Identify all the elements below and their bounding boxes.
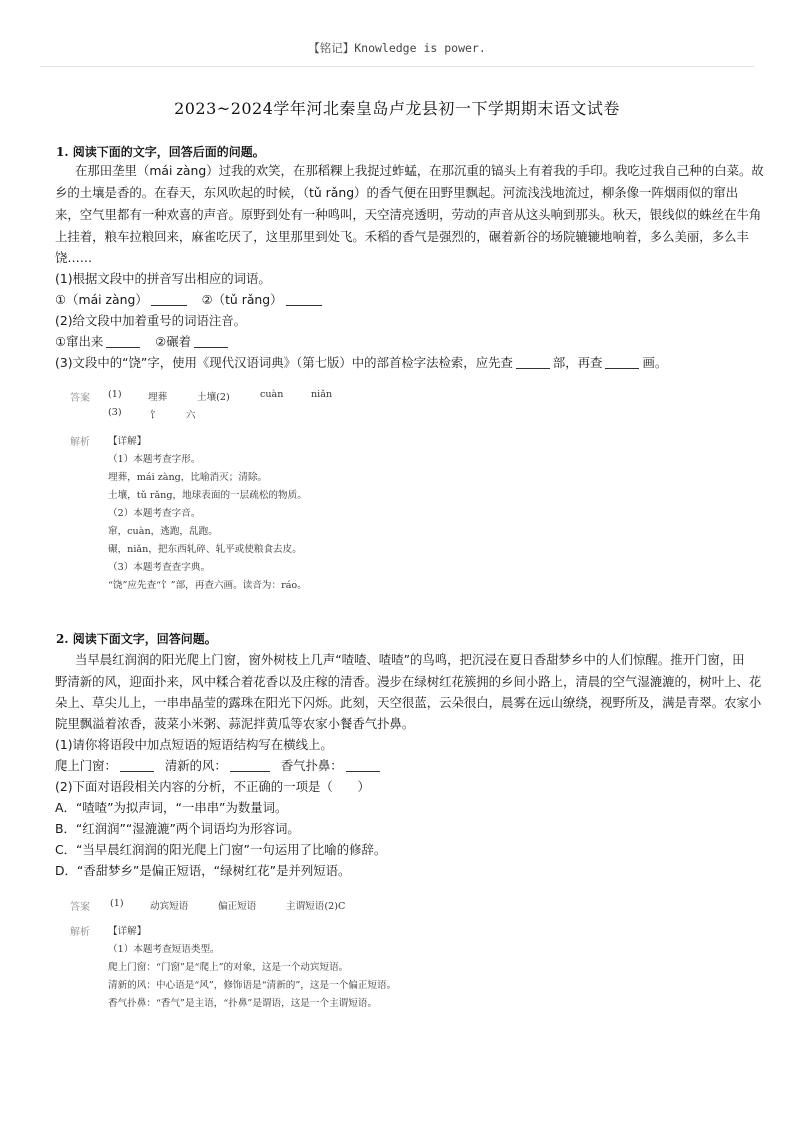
q2-option-b[interactable]: B．“红润润”“湿漉漉”两个词语均为形容词。 <box>55 821 300 836</box>
q1-analysis-line: 【详解】 <box>108 436 147 447</box>
q1-answer-cell: 六 <box>186 410 196 421</box>
q1-analysis-line: 埋葬，mái zàng，比喻消灭；清除。 <box>108 472 268 483</box>
answer-blank[interactable] <box>120 758 154 772</box>
q2-analysis-line: （1）本题考查短语类型。 <box>108 944 220 955</box>
answer-blank[interactable] <box>151 292 187 306</box>
q1-para-line-2: 乡的土壤是香的。在春天，东风吹起的时候，（tǔ rǎng）的香气便在田野里飘起。河流浅浅地流过，柳条像一阵烟雨似的窜出 <box>55 185 739 200</box>
q1-answer-cell: 土壤(2) <box>197 392 230 403</box>
q1-sub2: (2)给文段中加着重号的词语注音。 <box>55 313 247 328</box>
q2-option-c[interactable]: C．“当早晨红润润的阳光爬上门窗”一句运用了比喻的修辞。 <box>55 842 387 857</box>
header-divider <box>40 66 754 67</box>
answer-blank[interactable] <box>346 758 380 772</box>
q2-para-line-1: 当早晨红润润的阳光爬上门窗，窗外树枝上几声“喳喳、喳喳”的鸟鸣，把沉浸在夏日香甜梦乡中的人们惊醒。推开门窗，田 <box>75 652 745 667</box>
q1-answer-cell: 饣 <box>150 410 160 421</box>
q2-analysis-label: 解析 <box>70 927 90 938</box>
q1-answer-cell: 埋葬 <box>148 392 168 403</box>
q2-answer-cell: 动宾短语 <box>150 901 189 912</box>
q2-sub1-items <box>55 756 383 774</box>
q2-answer-cell: (1) <box>110 898 124 909</box>
q2-para-line-4: 院里飘溢着浓香，菠菜小米粥、蒜泥拌黄瓜等农家小餐香气扑鼻。 <box>55 716 415 731</box>
q1-answer-cell: (1) <box>108 389 122 400</box>
q1-answer-cell: cuàn <box>260 389 284 400</box>
q1-analysis-line: （1）本题考查字形。 <box>108 454 201 465</box>
q2-heading: 2. 阅读下面文字，回答问题。 <box>56 632 217 646</box>
q1-para-line-3: 来，空气里都有一种欢喜的声音。原野到处有一种鸣叫，天空清亮透明，劳动的声音从这头响到那头。秋天，银线似的蛛丝在牛角 <box>55 207 762 222</box>
q1-sub1: (1)根据文段中的拼音写出相应的词语。 <box>55 271 271 286</box>
q1-analysis-line: （2）本题考查字音。 <box>108 508 201 519</box>
q1-sub1-items <box>55 290 325 308</box>
page-title: 2023~2024学年河北秦皇岛卢龙县初一下学期期末语文试卷 <box>174 99 620 118</box>
q2-analysis-line: 香气扑鼻：“香气”是主语，“扑鼻”是谓语，这是一个主谓短语。 <box>108 998 378 1009</box>
q1-sub3 <box>55 353 667 371</box>
q2-analysis-line: 清新的风：中心语是“风”，修饰语是“清新的”，这是一个偏正短语。 <box>108 980 397 991</box>
q2-sub1-item-3: 香气扑鼻： <box>280 758 343 773</box>
q2-analysis-line: 爬上门窗：“门窗”是“爬上”的对象，这是一个动宾短语。 <box>108 962 349 973</box>
q2-answer-cell: 主谓短语(2)C <box>286 901 346 912</box>
answer-blank[interactable] <box>286 292 322 306</box>
q2-analysis-line: 【详解】 <box>108 926 147 937</box>
q1-heading: 1. 阅读下面的文字，回答后面的问题。 <box>56 145 265 159</box>
q1-para-line-1: 在那田垄里（mái zàng）过我的欢笑，在那稻粿上我捉过蚱蜢，在那沉重的镐头上有着我的手印。我吃过我自己种的白菜。故 <box>75 163 764 178</box>
q2-para-line-3: 朵上、草尖儿上，一串串晶莹的露珠在阳光下闪烁。此刻，天空很蓝，云朵很白，晨雾在远山缭绕，视野所及，满是青翠。农家小 <box>55 695 762 710</box>
q1-answer-cell: (3) <box>108 407 122 418</box>
answer-blank[interactable] <box>194 334 228 348</box>
q1-sub3-text-c: 画。 <box>642 355 668 370</box>
answer-blank[interactable] <box>230 758 270 772</box>
q1-sub2-items <box>55 332 231 350</box>
answer-blank[interactable] <box>516 355 550 369</box>
q1-sub1-item-2: ②（tǔ rǎng） <box>201 292 283 307</box>
q1-para-line-4: 上挂着，粮车拉粮回来，麻雀吃厌了，这里那里到处飞。禾稻的香气是强烈的，碾着新谷的场院辘辘地响着，多么美丽，多么丰 <box>55 229 749 244</box>
q2-sub1-item-1: 爬上门窗： <box>55 758 117 773</box>
q2-option-a[interactable]: A．“喳喳”为拟声词，“一串串”为数量词。 <box>55 800 288 815</box>
header-motto: 【铭记】Knowledge is power. <box>308 41 486 55</box>
answer-blank[interactable] <box>605 355 639 369</box>
q1-analysis-line: 碾，niǎn，把东西轧碎、轧平或使粮食去皮。 <box>108 544 302 555</box>
q1-sub3-text-a: (3)文段中的“饶”字，使用《现代汉语词典》（第七版）中的部首检字法检索，应先查 <box>55 355 513 370</box>
q2-sub1: (1)请你将语段中加点短语的短语结构写在横线上。 <box>55 737 333 752</box>
q2-answer-label: 答案 <box>70 902 90 913</box>
q1-sub1-item-1: ①（mái zàng） <box>55 292 148 307</box>
q1-analysis-line: “饶”应先查“饣”部，再查六画。读音为：ráo。 <box>108 580 307 591</box>
q1-analysis-line: 窜，cuàn，逃跑，乱跑。 <box>108 526 218 537</box>
q1-analysis-line: （3）本题考查查字典。 <box>108 562 211 573</box>
q1-sub3-text-b: 部，再查 <box>552 355 603 370</box>
q1-sub2-item-1: ①窜出来 <box>55 334 104 349</box>
q1-para-line-5: 饶…… <box>55 250 93 265</box>
q1-answer-label: 答案 <box>70 393 90 404</box>
q2-sub1-item-2: 清新的风： <box>164 758 227 773</box>
q1-answer-cell: niǎn <box>311 389 333 400</box>
q1-analysis-label: 解析 <box>70 437 90 448</box>
q2-para-line-2: 野清新的风，迎面扑来，风中糅合着花香以及庄稼的清香。漫步在绿树红花簇拥的乡间小路上，清晨的空气湿漉漉的，树叶上、花 <box>55 674 762 689</box>
q2-answer-cell: 偏正短语 <box>218 901 257 912</box>
answer-blank[interactable] <box>106 334 140 348</box>
q2-option-d[interactable]: D．“香甜梦乡”是偏正短语，“绿树红花”是并列短语。 <box>55 863 351 878</box>
q2-sub2: (2)下面对语段相关内容的分析，不正确的一项是（ ） <box>55 779 370 794</box>
q1-sub2-item-2: ②碾着 <box>155 334 191 349</box>
q1-analysis-line: 土壤，tǔ rǎng，地球表面的一层疏松的物质。 <box>108 490 307 501</box>
